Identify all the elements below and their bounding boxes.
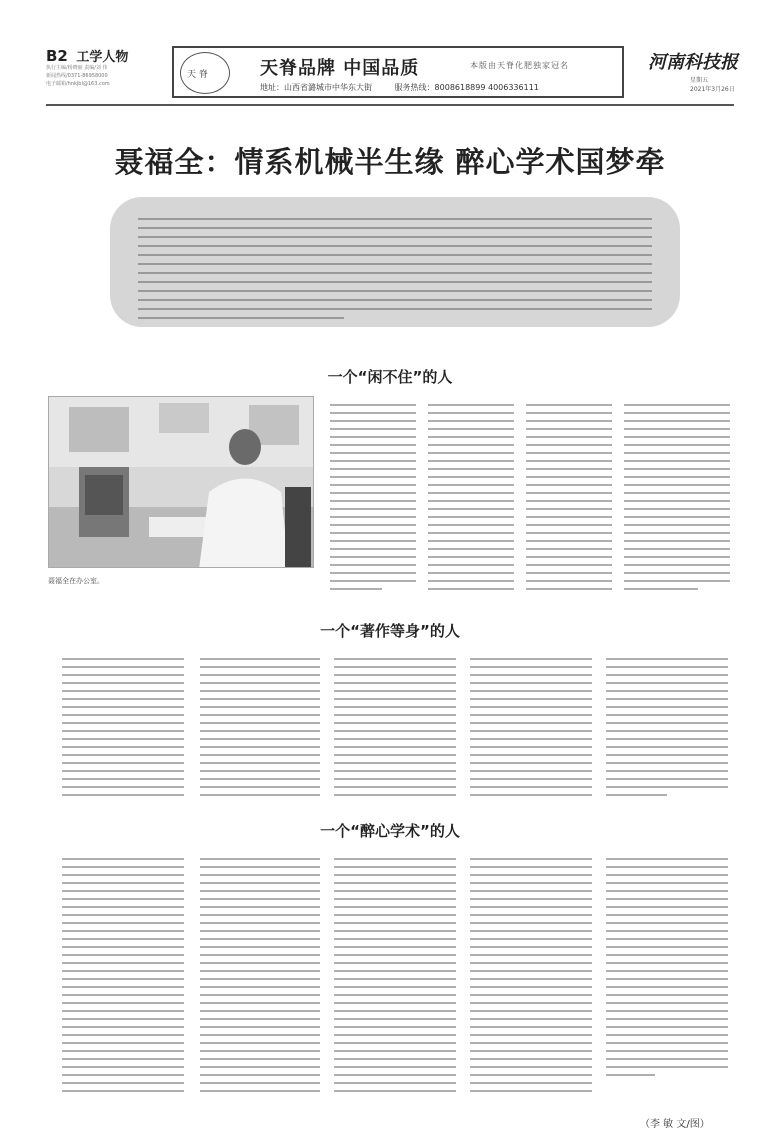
article-column (470, 652, 592, 796)
article-column (470, 852, 592, 1092)
article-column (624, 398, 730, 590)
advertisement-banner (172, 46, 624, 98)
portrait-photo (48, 396, 314, 568)
section-heading: 一个“醉心学术”的人 (320, 822, 460, 840)
page-title: 聂福全：情系机械半生缘 醉心学术国梦牵 (114, 145, 666, 179)
article-column (200, 852, 320, 1092)
article-column (334, 652, 456, 796)
ad-sponsor-note: 本版由天脊化肥独家冠名 (470, 61, 569, 70)
ad-address: 地址：山西省潞城市中华东大街 (260, 83, 372, 92)
article-column (334, 852, 456, 1092)
ad-slogan: 天脊品牌 中国品质 (260, 58, 420, 79)
article-column (606, 652, 728, 796)
article-column (200, 652, 320, 796)
article-column (62, 852, 184, 1092)
section-label (46, 46, 128, 65)
section-name: 工学人物 (76, 50, 129, 65)
ad-hotline: 服务热线：8008618899 4006336111 (394, 83, 539, 92)
page-number: B2 (46, 47, 68, 65)
issue-meta (690, 76, 735, 94)
logo-text: 天 脊 (187, 70, 208, 80)
issue-date: 2021年3月26日 (690, 86, 735, 93)
section-heading: 一个“著作等身”的人 (320, 622, 460, 640)
intro-summary-box (110, 197, 680, 327)
header-divider (46, 104, 734, 106)
editor-line: 电子邮箱/hnkjbl@163.com (46, 81, 110, 87)
brand-logo-icon (180, 52, 230, 94)
article-column (526, 398, 612, 590)
editor-info (46, 64, 166, 88)
editor-line: 新闻热线/0371-86958000 (46, 73, 108, 79)
newspaper-masthead: 河南科技报 (648, 52, 738, 73)
ad-contact (260, 82, 539, 93)
editor-line: 执行主编/杨晓丽 责编/刘 伟 (46, 65, 108, 71)
article-column (428, 398, 514, 590)
article-column (62, 652, 184, 796)
photo-caption: 聂福全在办公室。 (48, 577, 104, 585)
article-byline: （李 敏 文/图） (640, 1119, 710, 1130)
office-photo-illustration (49, 397, 314, 568)
intro-summary-text (138, 211, 652, 319)
article-column (330, 398, 416, 590)
section-heading: 一个“闲不住”的人 (327, 368, 453, 386)
article-column (606, 852, 728, 1076)
issue-weekday: 星期五 (690, 77, 709, 84)
